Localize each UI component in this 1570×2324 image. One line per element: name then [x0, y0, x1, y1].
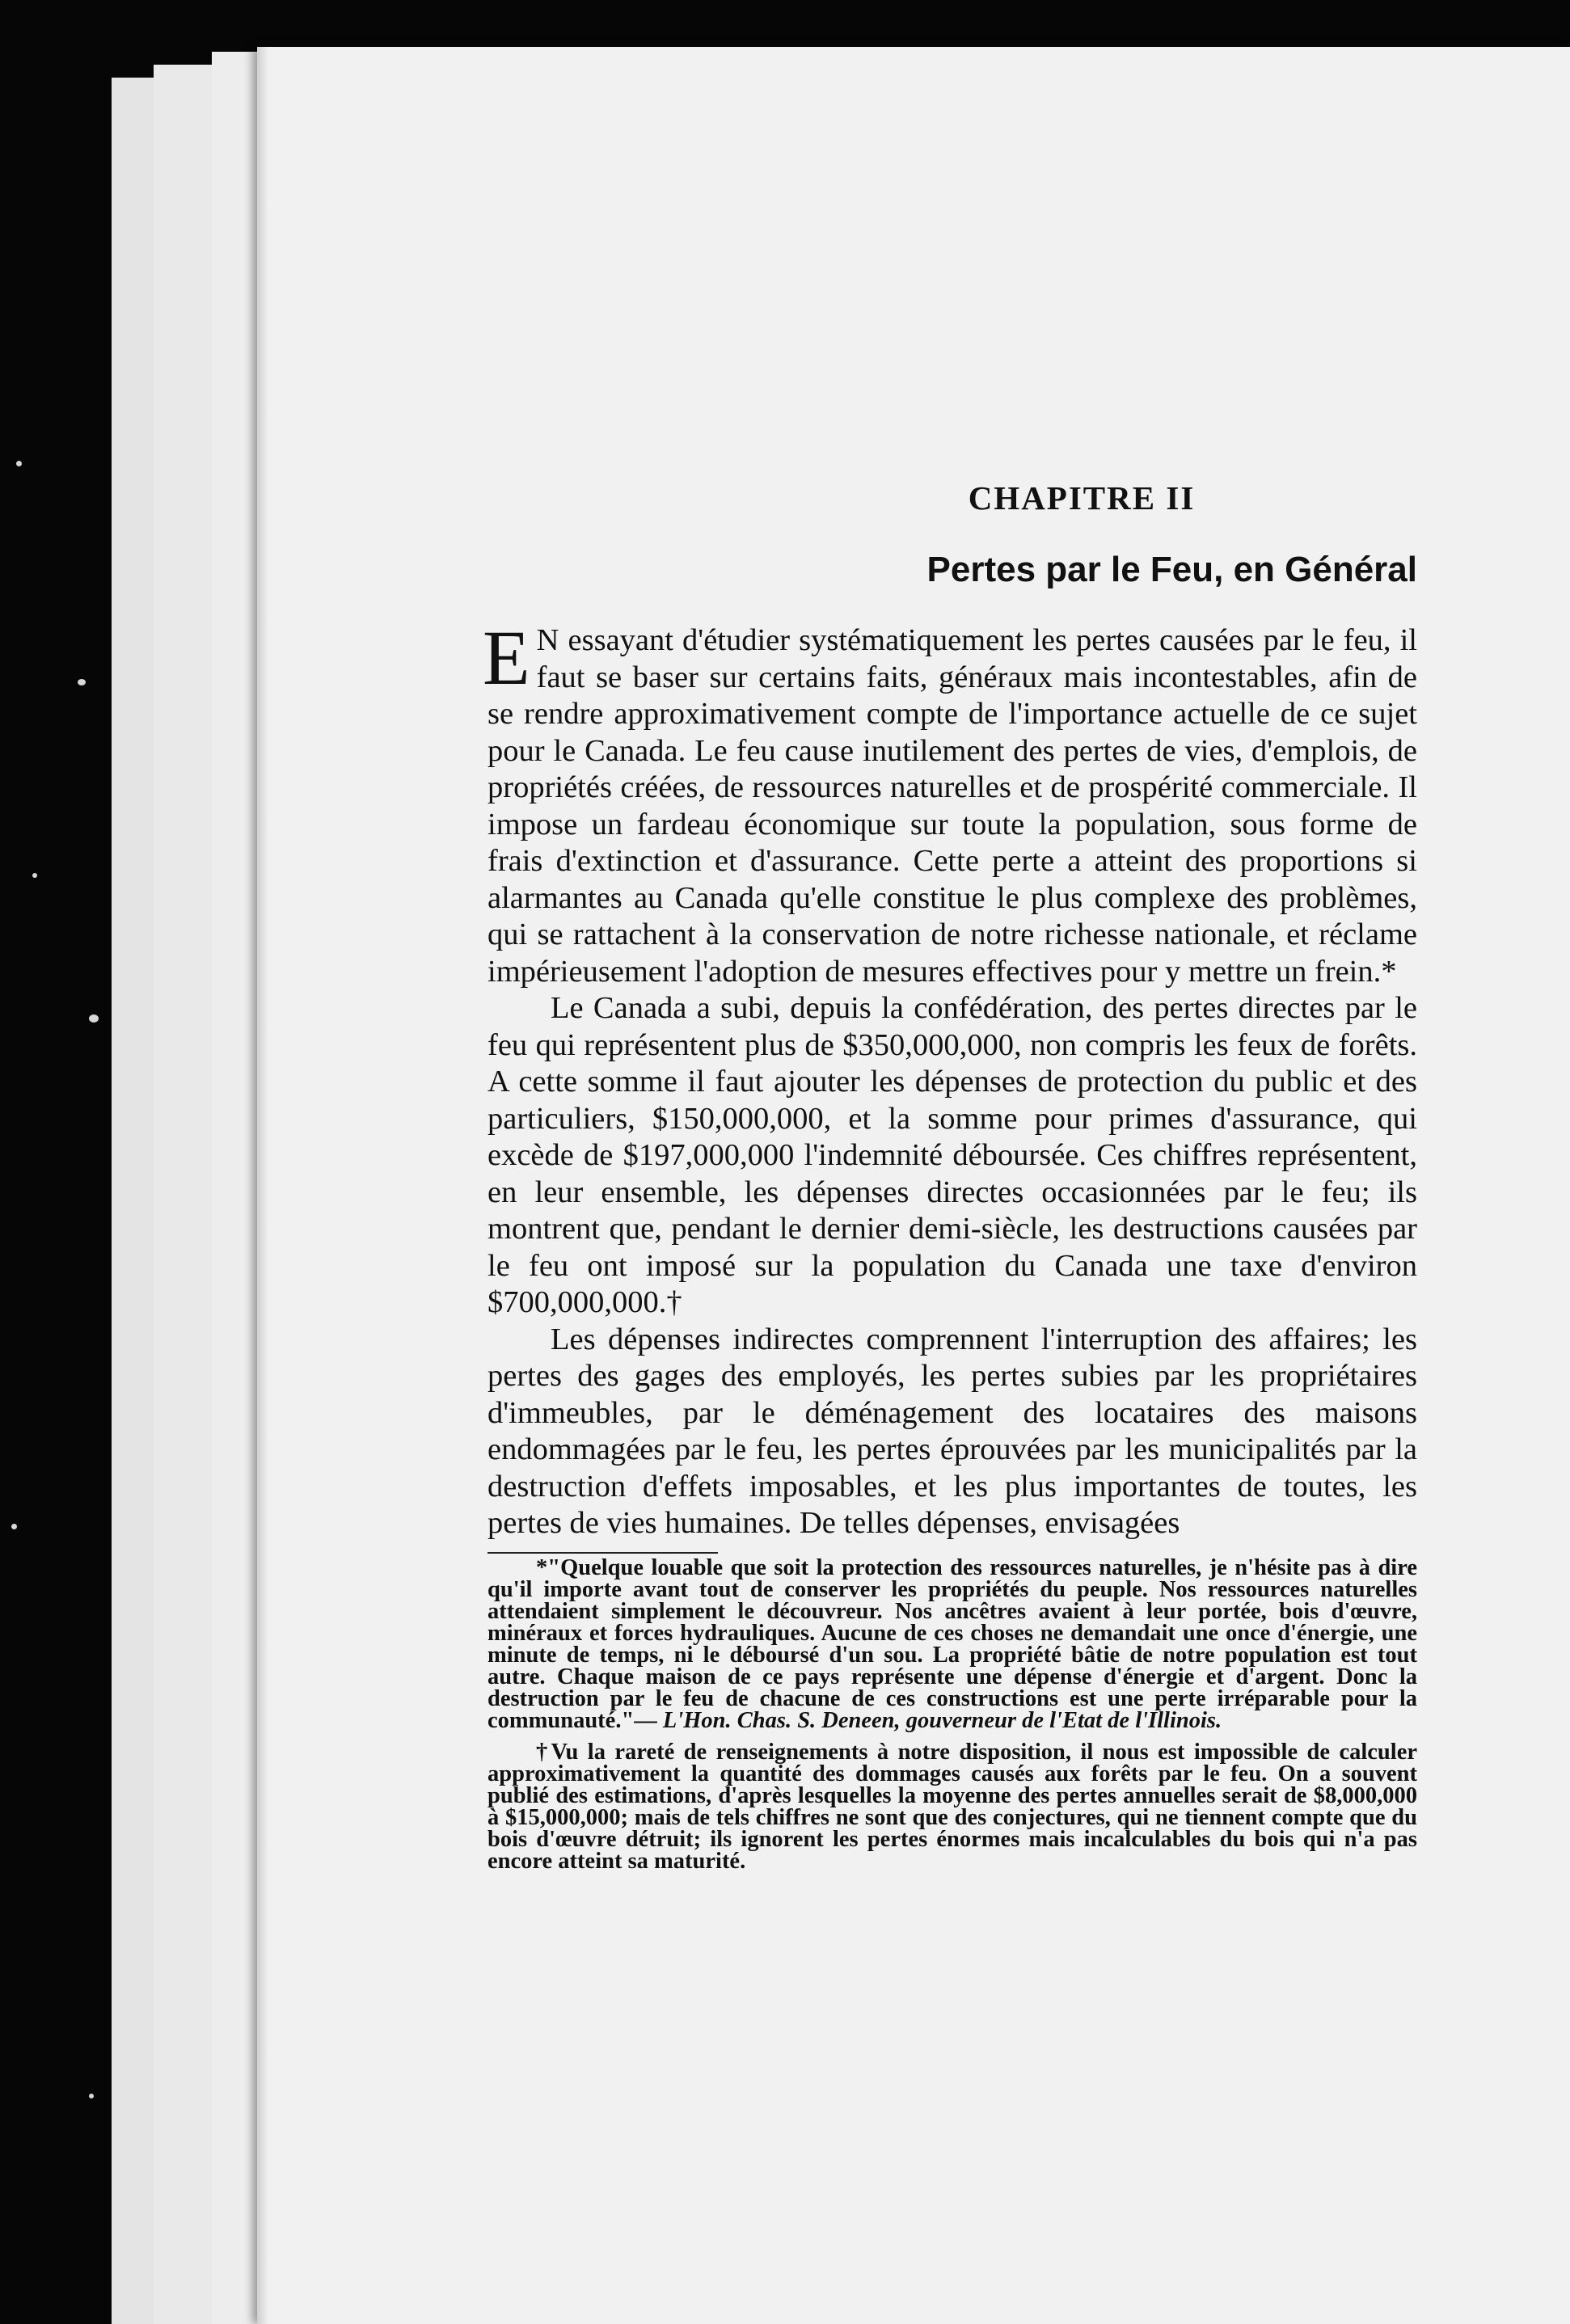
footnote-rule	[487, 1552, 718, 1554]
speck	[11, 1524, 17, 1529]
chapter-number: CHAPITRE II	[968, 479, 1196, 517]
page-edge	[257, 47, 268, 2324]
footnote	[487, 1554, 1417, 1733]
book-page	[257, 47, 1570, 2324]
footnotes	[487, 1554, 1417, 1874]
drop-cap: E	[483, 614, 530, 701]
speck	[32, 873, 37, 878]
paragraph: Le Canada a subi, depuis la confédération, des pertes directes par le feu qui représentent plus de $350,000,000, non compris les feux de forêts. A cette somme il faut ajouter les dépenses de protection du public et des particuliers, $150,000,000, et la somme pour primes d'assurance, qui excède de $197,000,000 l'indemnité déboursée. Ces chiffres représentent, en leur ensemble, les dépenses directes occasionnées par le feu; ils montrent que, pendant le dernier demi-siècle, les destructions causées par le feu ont imposé sur la population du Canada une taxe d'environ $700,000,000.†	[487, 991, 1417, 1319]
speck	[78, 679, 86, 685]
footnote-attribution: L'Hon. Chas. S. Deneen, gouverneur de l'Etat de l'Illinois.	[662, 1707, 1222, 1733]
footnote: †Vu la rareté de renseignements à notre disposition, il nous est impossible de calculer approximativement la quantité des dommages causés aux forêts par le feu. On a souvent publié des estimations, d'après lesquelles la moyenne des pertes annuelles serait de $8,000,000 à $15,000,000; mais de tels chiffres ne sont que des conjectures, qui ne tiennent compte que du bois d'œuvre détruit; ils ignorent les pertes énormes mais incalculables du bois qui n'a pas encore atteint sa maturité.	[487, 1739, 1417, 1874]
paragraph: Les dépenses indirectes comprennent l'interruption des affaires; les pertes des gages des employés, les pertes subies par les propriétaires d'immeubles, par le déménagement des locataires des maisons endommagées par le feu, les pertes éprouvées par les municipalités par la destruction d'effets imposables, et les plus importantes de toutes, les pertes de vies humaines. De telles dépenses, envisagées	[487, 1322, 1417, 1540]
speck	[89, 1014, 99, 1023]
body-text	[483, 614, 1417, 1542]
page-content	[483, 427, 1417, 1874]
speck	[89, 2094, 94, 2098]
chapter-title: Pertes par le Feu, en Général	[926, 550, 1417, 589]
footnote-text: *"Quelque louable que soit la protection des ressources naturelles, je n'hésite pas à dire qu'il importe avant tout de conserver les propriétés du peuple. Nos ressources naturelles attendaient simplement le découvreur. Nos ancêtres avaient à leur portée, bois d'œuvre, minéraux et forces hydrauliques. Aucune de ces choses ne demandait une once d'énergie, une minute de temps, ni le déboursé d'un sou. La propriété bâtie de notre population est tout autre. Chaque maison de ce pays représente une dépense d'énergie et d'argent. Donc la destruction par le feu de chacune de ces constructions est une perte irréparable pour la communauté."—	[487, 1554, 1417, 1733]
speck	[16, 461, 22, 466]
paragraph-text: N essayant d'étudier systématiquement les pertes causées par le feu, il faut se baser sur certains faits, généraux mais incontestables, afin de se rendre approximativement compte de l'importance actuelle de ce sujet pour le Canada. Le feu cause inutilement des pertes de vies, d'emplois, de propriétés créées, de ressources naturelles et de prospérité commerciale. Il impose un fardeau économique sur toute la population, sous forme de frais d'extinction et d'assurance. Cette perte a atteint des proportions si alarmantes au Canada qu'elle constitue le plus complexe des problèmes, qui se rattachent à la conservation de notre richesse nationale, et réclame impérieusement l'adoption de mesures effectives pour y mettre un frein.*	[487, 623, 1417, 989]
paragraph	[483, 614, 1417, 990]
